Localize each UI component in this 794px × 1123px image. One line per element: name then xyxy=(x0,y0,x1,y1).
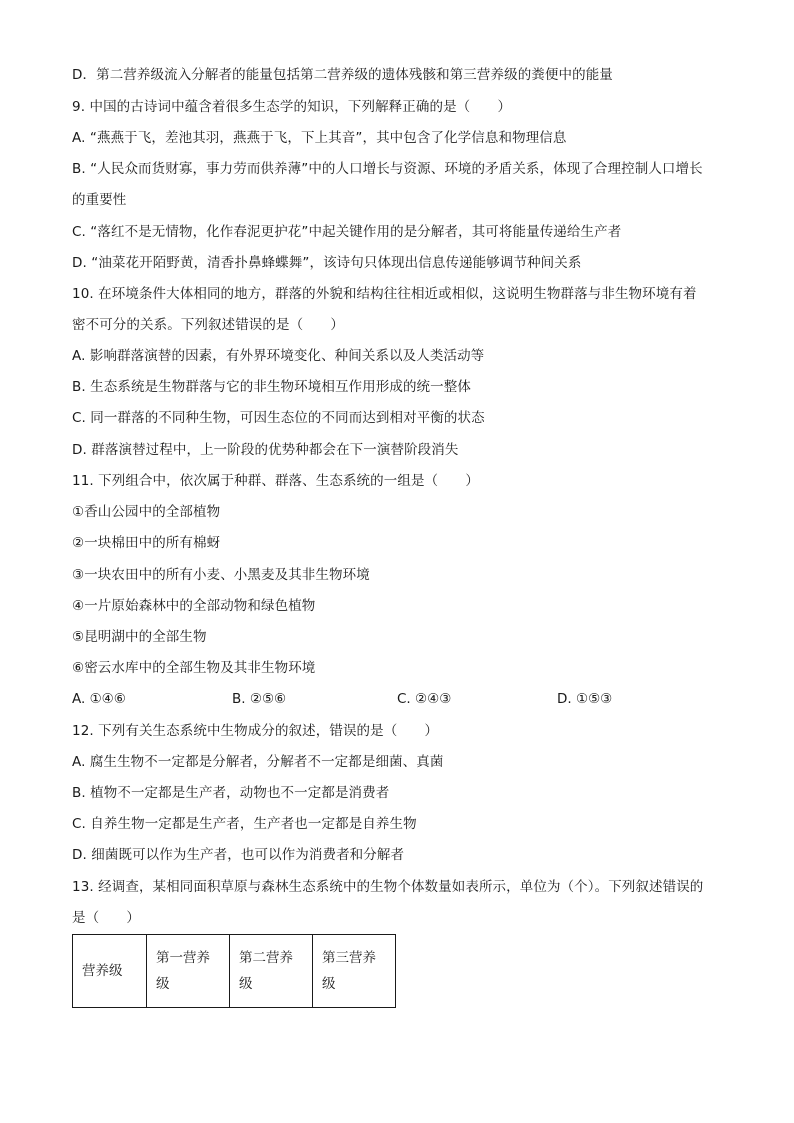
q9-stem: 9. 中国的古诗词中蕴含着很多生态学的知识，下列解释正确的是（ ） xyxy=(72,99,512,115)
q12-option-d: D. 细菌既可以作为生产者，也可以作为消费者和分解者 xyxy=(72,847,405,863)
q11-item-1: ①香山公园中的全部植物 xyxy=(72,504,221,520)
q11-item-2: ②一块棉田中的所有棉蚜 xyxy=(72,535,221,551)
q11-option-b: B. ②⑤⑥ xyxy=(232,691,287,707)
table-header-first-level: 第一营养级 xyxy=(147,935,230,1008)
q9-option-a: A. “燕燕于飞，差池其羽，燕燕于飞，下上其音”，其中包含了化学信息和物理信息 xyxy=(72,130,567,146)
q11-item-4: ④一片原始森林中的全部动物和绿色植物 xyxy=(72,598,316,614)
q9-option-d: D. “油菜花开陌野黄，清香扑鼻蜂蝶舞”，该诗句只体现出信息传递能够调节种间关系 xyxy=(72,255,582,271)
q11-stem: 11. 下列组合中，依次属于种群、群落、生态系统的一组是（ ） xyxy=(72,473,479,489)
q11-option-d: D. ①⑤③ xyxy=(557,691,613,707)
q9-option-b-line2: 的重要性 xyxy=(72,192,127,208)
table-header-row xyxy=(73,935,396,1008)
q10-stem-line2: 密不可分的关系。下列叙述错误的是（ ） xyxy=(72,317,344,333)
table-header-second-level: 第二营养级 xyxy=(230,935,313,1008)
q9-option-b-line1: B. “人民众而货财寡，事力劳而供养薄”中的人口增长与资源、环境的矛盾关系，体现了合理控制人口增长 xyxy=(72,161,703,177)
q10-option-b: B. 生态系统是生物群落与它的非生物环境相互作用形成的统一整体 xyxy=(72,379,471,395)
q8-option-d: D．第二营养级流入分解者的能量包括第二营养级的遗体残骸和第三营养级的粪便中的能量 xyxy=(72,67,613,83)
q10-stem-line1: 10. 在环境条件大体相同的地方，群落的外貌和结构往往相近或相似，这说明生物群落与非生物环境有着 xyxy=(72,286,697,302)
q9-option-c: C. “落红不是无情物，化作春泥更护花”中起关键作用的是分解者，其可将能量传递给生产者 xyxy=(72,224,622,240)
q12-stem: 12. 下列有关生态系统中生物成分的叙述，错误的是（ ） xyxy=(72,723,439,739)
table-header-third-level: 第三营养级 xyxy=(313,935,396,1008)
q12-option-b: B. 植物不一定都是生产者，动物也不一定都是消费者 xyxy=(72,785,390,801)
q13-stem-line1: 13. 经调查，某相同面积草原与森林生态系统中的生物个体数量如表所示，单位为（个）。下列叙述错误的 xyxy=(72,879,704,895)
q13-stem-line2: 是（ ） xyxy=(72,910,140,926)
q11-option-a: A. ①④⑥ xyxy=(72,691,126,707)
table-header-trophic-level: 营养级 xyxy=(73,935,147,1008)
q11-item-3: ③一块农田中的所有小麦、小黑麦及其非生物环境 xyxy=(72,567,370,583)
q10-option-a: A. 影响群落演替的因素，有外界环境变化、种间关系以及人类活动等 xyxy=(72,348,485,364)
q12-option-c: C. 自养生物一定都是生产者，生产者也一定都是自养生物 xyxy=(72,816,417,832)
q10-option-c: C. 同一群落的不同种生物，可因生态位的不同而达到相对平衡的状态 xyxy=(72,410,485,426)
q11-option-c: C. ②④③ xyxy=(397,691,452,707)
q13-table xyxy=(72,934,396,1008)
q11-item-5: ⑤昆明湖中的全部生物 xyxy=(72,629,207,645)
q10-option-d: D. 群落演替过程中，上一阶段的优势种都会在下一演替阶段消失 xyxy=(72,442,459,458)
q11-item-6: ⑥密云水库中的全部生物及其非生物环境 xyxy=(72,660,316,676)
q12-option-a: A. 腐生生物不一定都是分解者，分解者不一定都是细菌、真菌 xyxy=(72,754,444,770)
